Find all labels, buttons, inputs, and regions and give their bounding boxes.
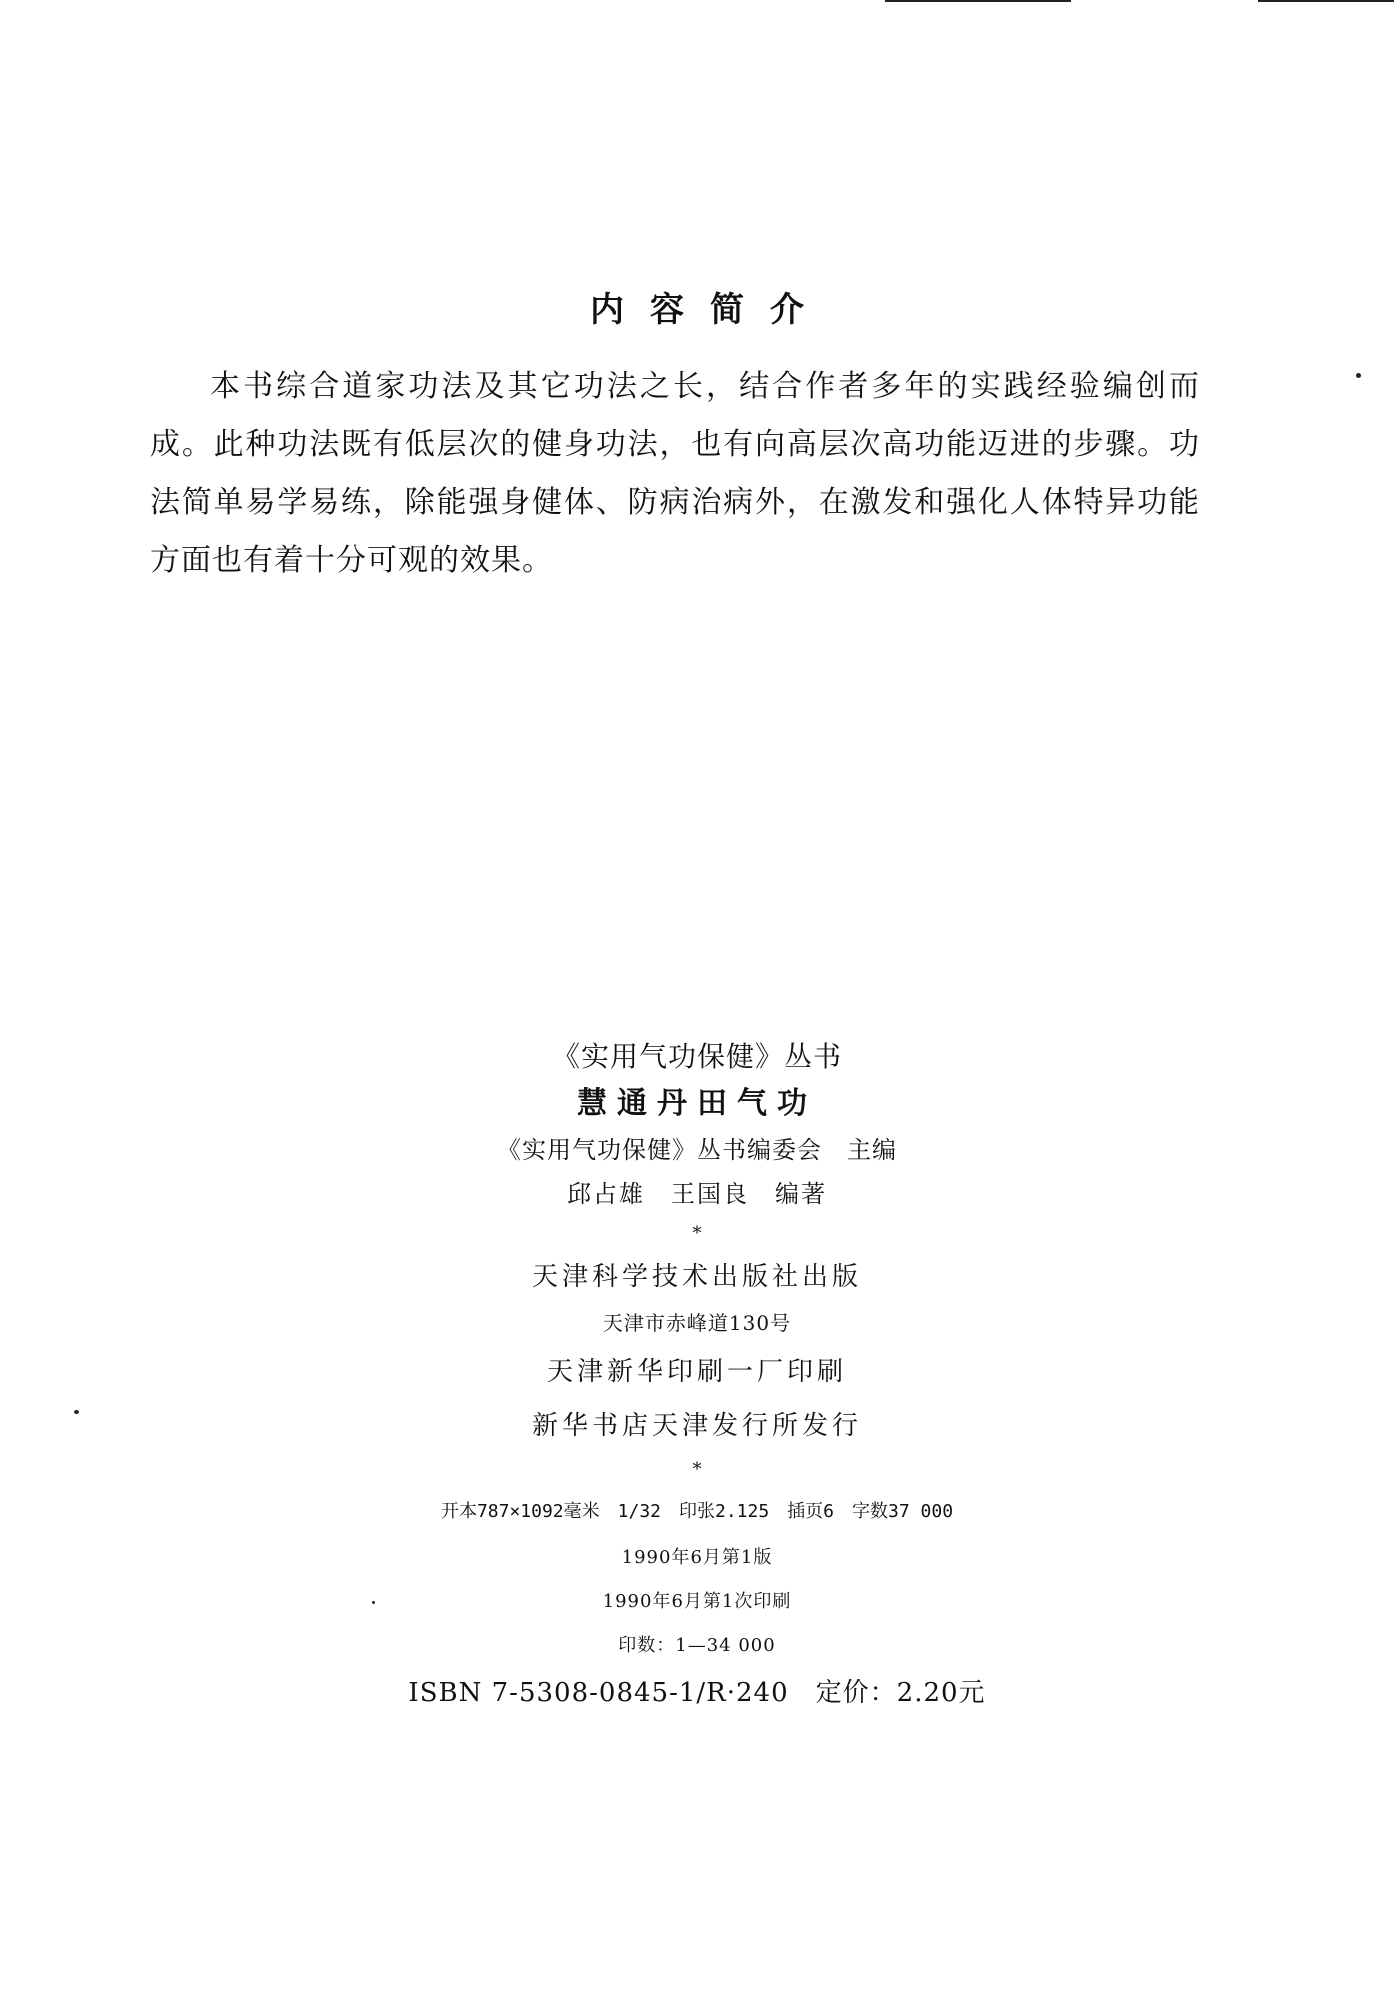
authors-line: 邱占雄 王国良 编著 xyxy=(567,1180,827,1208)
scan-speck xyxy=(1356,373,1361,378)
edition-line: 1990年6月第1版 xyxy=(621,1547,773,1568)
price: 定价：2.20元 xyxy=(815,1678,986,1708)
separator-star: * xyxy=(692,1459,702,1480)
printer-line: 天津新华印刷一厂印刷 xyxy=(546,1357,847,1387)
distributor-line: 新华书店天津发行所发行 xyxy=(531,1411,862,1441)
book-title: 慧通丹田气功 xyxy=(577,1086,817,1121)
synopsis-title: 内容简介 xyxy=(590,290,830,330)
format-specs: 开本787×1092毫米 1/32 印张2.125 插页6 字数37 000 xyxy=(440,1501,954,1522)
printing-line: 1990年6月第1次印刷 xyxy=(602,1591,792,1612)
scan-artifact-line xyxy=(885,0,1071,2)
publisher-address: 天津市赤峰道130号 xyxy=(602,1311,792,1335)
print-run-line: 印数：1—34 000 xyxy=(618,1635,776,1656)
synopsis-body: 本书综合道家功法及其它功法之长，结合作者多年的实践经验编创而成。此种功法既有低层次的健身功法，也有向高层次高功能迈进的步骤。功法简单易学易练，除能强身健体、防病治病外，在激发和强化人体特异功能方面也有着十分可观的效果。 xyxy=(150,369,1200,578)
publisher-line: 天津科学技术出版社出版 xyxy=(531,1262,862,1292)
separator-star: * xyxy=(692,1223,702,1244)
isbn: ISBN 7-5308-0845-1/R·240 xyxy=(408,1678,789,1708)
scan-artifact-line xyxy=(1258,0,1394,2)
isbn-price-line xyxy=(0,1668,1394,1718)
editor-line: 《实用气功保健》丛书编委会 主编 xyxy=(497,1136,897,1164)
colophon xyxy=(0,1034,1394,1718)
series-name: 《实用气功保健》丛书 xyxy=(551,1040,842,1073)
